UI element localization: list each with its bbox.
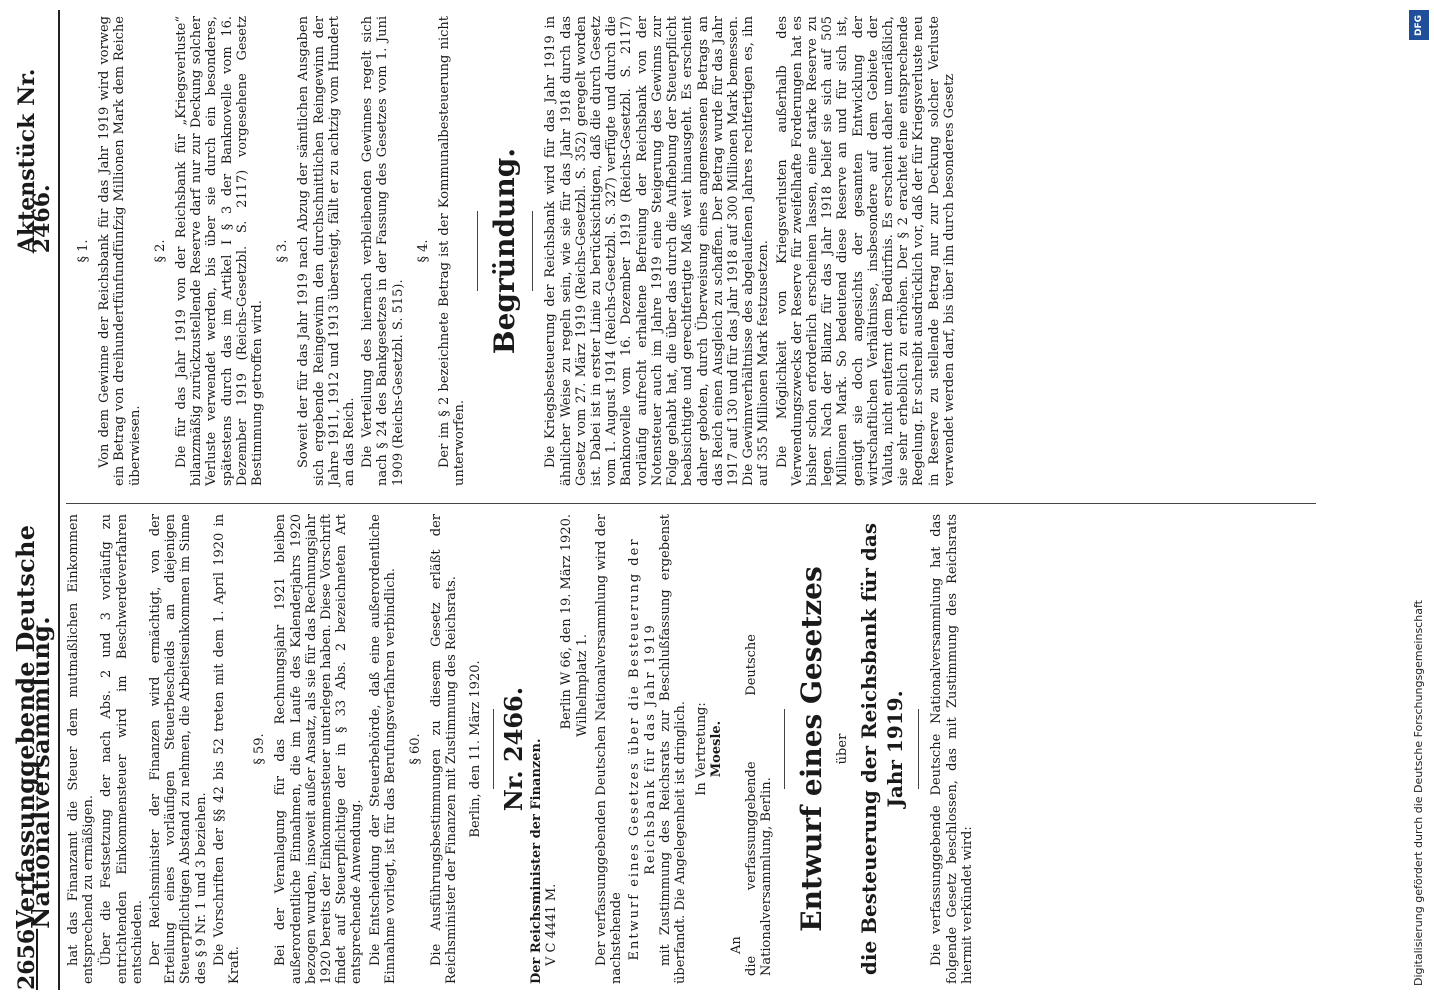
paragraph: Die für das Jahr 1919 von der Reichsbank für „Kriegsverluste“ bilanzmäßig zurückzustellende Reserve darf nur zur Deckung solcher Verluste verwendet werden, bis über sie durch ein besonderes, spätestens durch das im Artikel I § 3 der Banknovelle vom 16. Dezember 1919 (Reichs-Gesetzbl. S. 2117) vorgesehene Gesetz Bestimmung getroffen wird. (174, 16, 266, 486)
draft-title: Entwurf eines Gesetzes (795, 566, 829, 932)
deputy-line: In Vertretung: (694, 702, 710, 796)
draft-preamble: Die verfassunggebende Deutsche Nationalversammlung hat das folgende Gesetz beschlossen, das mit Zustimmung des Reichsrats hiermit verkündet wird: (929, 514, 975, 984)
divider (493, 709, 494, 789)
begruendung-heading: Begründung. (488, 147, 522, 355)
section-heading: § 59. (252, 733, 268, 765)
section-heading: § 60. (408, 733, 424, 765)
letter-sender: Der Reichsminister der Finanzen. (529, 738, 545, 984)
page-header (11, 10, 60, 990)
letter-body: mit Zustimmung des Reichsrats zur Beschlußfassung ergebenst überfandt. Die Angelegenheit ist dringlich. (657, 514, 688, 984)
section-heading: § 3. (275, 239, 291, 263)
paragraph: Der im § 2 bezeichnete Betrag ist der Kommunalbesteuerung nicht unterworfen. (437, 16, 468, 486)
paragraph: Die Möglichkeit von Kriegsverlusten außerhalb des Verwendungszwecks der Reserve für zweifelhafte Forderungen hat es bisher schon erforderlich erscheinen lassen, eine starke Reserve zu legen. Nach der Bilanz für das Jahr 1918 belief sie sich auf 505 Millionen Mark. So bedeutend diese Reserve an und für sich ist, genügt sie doch angesichts der gesamten Entwicklung der wirtschaftlichen Verhältnisse, insbesondere auf dem Gebiete der Valuta, nicht entfernt dem Bedürfnis. Es erscheint daher unerläßlich, sie sehr erheblich zu erhöhen. Der § 2 erachtet eine entsprechende Regelung. Er schreibt ausdrücklich vor, daß der für Kriegsverluste neu in Reserve zu stellende Betrag nur zur Deckung solcher Verluste verwendet werden darf, bis über ihn durch besonderes Gesetz (774, 16, 957, 486)
digitization-caption: Digitalisierung gefördert durch die Deutsche Forschungsgemeinschaft (1412, 600, 1425, 986)
aktenstueck-number: Aktenstück Nr. 2466. (14, 68, 56, 254)
divider (918, 709, 919, 789)
right-column (66, 16, 1316, 486)
signature: Moesle. (709, 720, 725, 778)
column-divider (66, 503, 1316, 504)
dfg-logo: DFG (1409, 10, 1429, 40)
paragraph: Die Ausführungsbestimmungen zu diesem Gesetz erläßt der Reichsminister der Finanzen mit Zustimmung des Reichsrats. (429, 514, 460, 984)
paragraph: Die Kriegsbesteuerung der Reichsbank wird für das Jahr 1919 in ähnlicher Weise zu regeln sein, wie sie für das Jahr 1918 durch das Gesetz vom 27. März 1919 (Reichs-Gesetzbl. S. 352) geregelt worden ist. Dabei ist in erster Linie zu berücksichtigen, daß die durch Gesetz vom 1. August 1914 (Reichs-Gesetzbl. S. 327) verfügte und durch die Banknovelle vom 16. Dezember 1919 (Reichs-Gesetzbl. S. 2117) vorläufig aufrecht erhaltene Befreiung der Reichsbank von der Notensteuer auch im Jahre 1919 eine Steigerung des Gewinns zur Folge gehabt hat, die über das durch die Aufhebung der Steuerpflicht beabsichtigte und gerechtfertigte Maß weit hinausgeht. Es erscheint daher geboten, durch Überweisung eines angemessenen Betrags an das Reich einen Ausgleich zu schaffen. Der Betrag wurde für das Jahr 1917 auf 130 und für das Jahr 1918 auf 300 Millionen Mark bemessen. Die Gewinnverhältnisse des abgelaufenen Jahres rechtfertigen es, ihn auf 355 Millionen Mark festzusetzen. (543, 16, 772, 486)
section-heading: § 2. (152, 239, 168, 263)
letter-address: Wilhelmplatz 1. (574, 634, 590, 737)
divider (784, 709, 785, 789)
letter-body: Der verfassunggebenden Deutschen Nationalversammlung wird der nachstehende (593, 514, 625, 984)
paragraph: Der Reichsminister der Finanzen wird ermächtigt, von der Erteilung eines vorläufigen Steuerbescheids an diejenigen Steuerpflichtigen Abstand zu nehmen, die Arbeitseinkommen im Sinne des § 9 Nr. 1 und 3 beziehen. (148, 514, 209, 984)
letter-reference: V C 4441 M. (544, 883, 560, 966)
page-title: Verfassunggebende Deutsche Nationalversammlung. (11, 524, 56, 929)
draft-subject: die Besteuerung der Reichsbank für das Jahr 1919. (857, 522, 908, 976)
letter-place-date: Berlin W 66, den 19. März 1920. (559, 514, 575, 730)
paragraph: Bei der Veranlagung für das Rechnungsjahr 1921 bleiben außerordentliche Einnahmen, die im Laufe des Kalenderjahrs 1920 bezogen wurden, insoweit außer Ansatz, als sie für das Rechnungsjahr 1920 bereits der Einkommensteuer unterlegen haben. Diese Vorschrift findet auf Steuerpflichtige der in § 33 Abs. 2 bezeichneten Art entsprechende Anwendung. (273, 514, 365, 984)
paragraph: hat das Finanzamt die Steuer dem mutmaßlichen Einkommen entsprechend zu ermäßigen. (66, 514, 97, 984)
paragraph: Soweit der für das Jahr 1919 nach Abzug der sämtlichen Ausgaben sich ergebende Reingewinn den durchschnittlichen Reingewinn der Jahre 1911, 1912 und 1913 übersteigt, fällt er zu achtzig vom Hundert an das Reich. (296, 16, 358, 486)
letter-body-title: Entwurf eines Gesetzes über die Besteuerung der Reichsbank für das Jahr 1919 (627, 537, 658, 961)
divider (532, 211, 533, 291)
divider (477, 211, 478, 291)
paragraph: Die Vorschriften der §§ 42 bis 52 treten mit dem 1. April 1920 in Kraft. (211, 514, 243, 984)
document-number: Nr. 2466. (498, 686, 528, 812)
paragraph: Die Entscheidung der Steuerbehörde, daß eine außerordentliche Einnahme vorliegt, ist für das Berufungsverfahren verbindlich. (367, 514, 398, 984)
digitization-sidebar (1408, 10, 1430, 990)
paragraph: Die Verteilung des hiernach verbleibenden Gewinnes regelt sich nach § 24 des Bankgesetzes in der Fassung des Gesetzes vom 1. Juni 1909 (Reichs-Gesetzbl. S. 515). (360, 16, 406, 486)
date-line: Berlin, den 11. März 1920. (467, 660, 483, 838)
recipient: die verfassunggebende Deutsche Nationalversammlung, Berlin. (743, 634, 774, 976)
left-column (66, 514, 1316, 984)
section-heading: § 1. (76, 239, 91, 263)
draft-title-connector: über (835, 733, 851, 765)
paragraph: Über die Festsetzung der nach Abs. 2 und 3 vorläufig zu entrichtenden Einkommensteuer wird im Beschwerdeverfahren entschieden. (99, 514, 145, 984)
section-heading: § 4. (415, 239, 431, 263)
page-number: 2656 (14, 928, 40, 990)
paragraph: Von dem Gewinne der Reichsbank für das Jahr 1919 wird vorweg ein Betrag von dreihundertfünfundfünfzig Millionen Mark dem Reiche überwiesen. (97, 16, 143, 486)
recipient-prefix: An (728, 936, 744, 954)
